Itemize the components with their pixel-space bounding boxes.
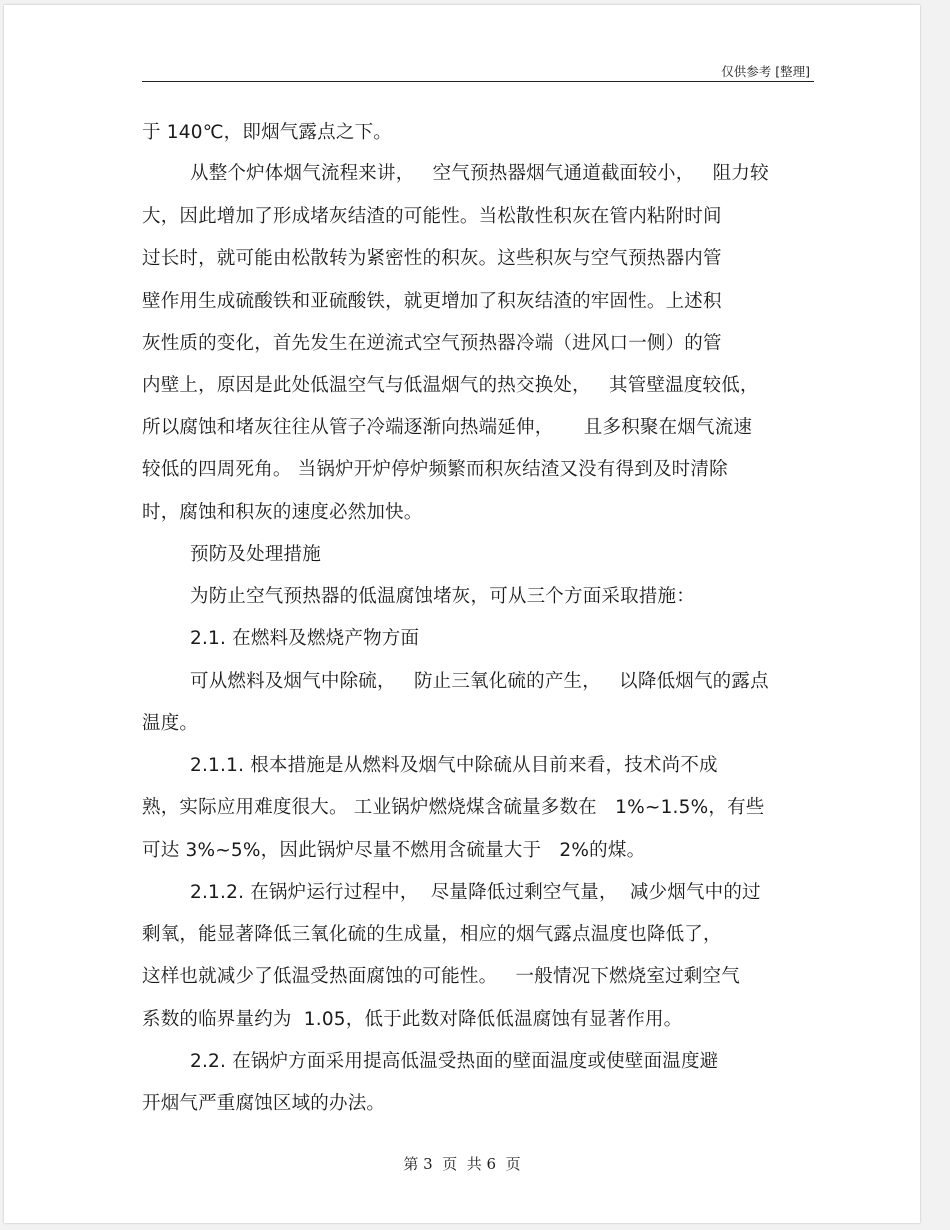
paragraph-line: 可达 3%~5%，因此锅炉尽量不燃用含硫量大于 2%的煤。 (142, 840, 646, 861)
paragraph-line: 系数的临界量约为 1.05，低于此数对降低低温腐蚀有显著作用。 (142, 1009, 683, 1030)
paragraph-line: 可从燃料及烟气中除硫， 防止三氧化硫的产生， 以降低烟气的露点 (190, 671, 769, 692)
paragraph-line: 所以腐蚀和堵灰往往从管子冷端逐渐向热端延伸， 且多积聚在烟气流速 (142, 417, 753, 438)
paragraph-line: 2.1.2. 在锅炉运行过程中， 尽量降低过剩空气量， 减少烟气中的过 (190, 882, 761, 903)
paragraph-line: 时，腐蚀和积灰的速度必然加快。 (142, 502, 423, 523)
paragraph-line: 熟，实际应用难度很大。 工业锅炉燃烧煤含硫量多数在 1%~1.5%，有些 (142, 797, 765, 818)
paragraph-line: 2.1.1. 根本措施是从燃料及烟气中除硫从目前来看，技术尚不成 (190, 755, 718, 776)
section-heading: 预防及处理措施 (190, 544, 321, 565)
paragraph-line: 为防止空气预热器的低温腐蚀堵灰，可从三个方面采取措施： (190, 586, 695, 607)
paragraph-line: 大，因此增加了形成堵灰结渣的可能性。当松散性积灰在管内粘附时间 (142, 206, 722, 227)
paragraph-line: 于 140℃，即烟气露点之下。 (142, 122, 392, 143)
paragraph-line: 这样也就减少了低温受热面腐蚀的可能性。 一般情况下燃烧室过剩空气 (142, 966, 740, 987)
paragraph-line: 温度。 (142, 713, 199, 734)
paragraph-line: 剩氧，能显著降低三氧化硫的生成量，相应的烟气露点温度也降低了， (142, 924, 722, 945)
paragraph-line: 从整个炉体烟气流程来讲， 空气预热器烟气通道截面较小， 阻力较 (190, 163, 769, 184)
paragraph-line: 内壁上，原因是此处低温空气与低温烟气的热交换处， 其管壁温度较低， (142, 375, 759, 396)
paragraph-line: 开烟气严重腐蚀区域的办法。 (142, 1093, 386, 1114)
paragraph-line: 2.2. 在锅炉方面采用提高低温受热面的壁面温度或使壁面温度避 (190, 1051, 719, 1072)
body-text (4, 5, 920, 1223)
paragraph-line: 灰性质的变化，首先发生在逆流式空气预热器冷端（进风口一侧）的管 (142, 333, 722, 354)
section-heading: 2.1. 在燃料及燃烧产物方面 (190, 628, 420, 649)
paragraph-line: 较低的四周死角。 当锅炉开炉停炉频繁而积灰结渣又没有得到及时清除 (142, 459, 728, 480)
page-number: 第 3 页 共 6 页 (403, 1155, 521, 1173)
paragraph-line: 壁作用生成硫酸铁和亚硫酸铁，就更增加了积灰结渣的牢固性。上述积 (142, 291, 722, 312)
document-page (4, 5, 920, 1223)
header-note: 仅供参考 [整理] (721, 64, 810, 79)
paragraph-line: 过长时，就可能由松散转为紧密性的积灰。这些积灰与空气预热器内管 (142, 248, 722, 269)
